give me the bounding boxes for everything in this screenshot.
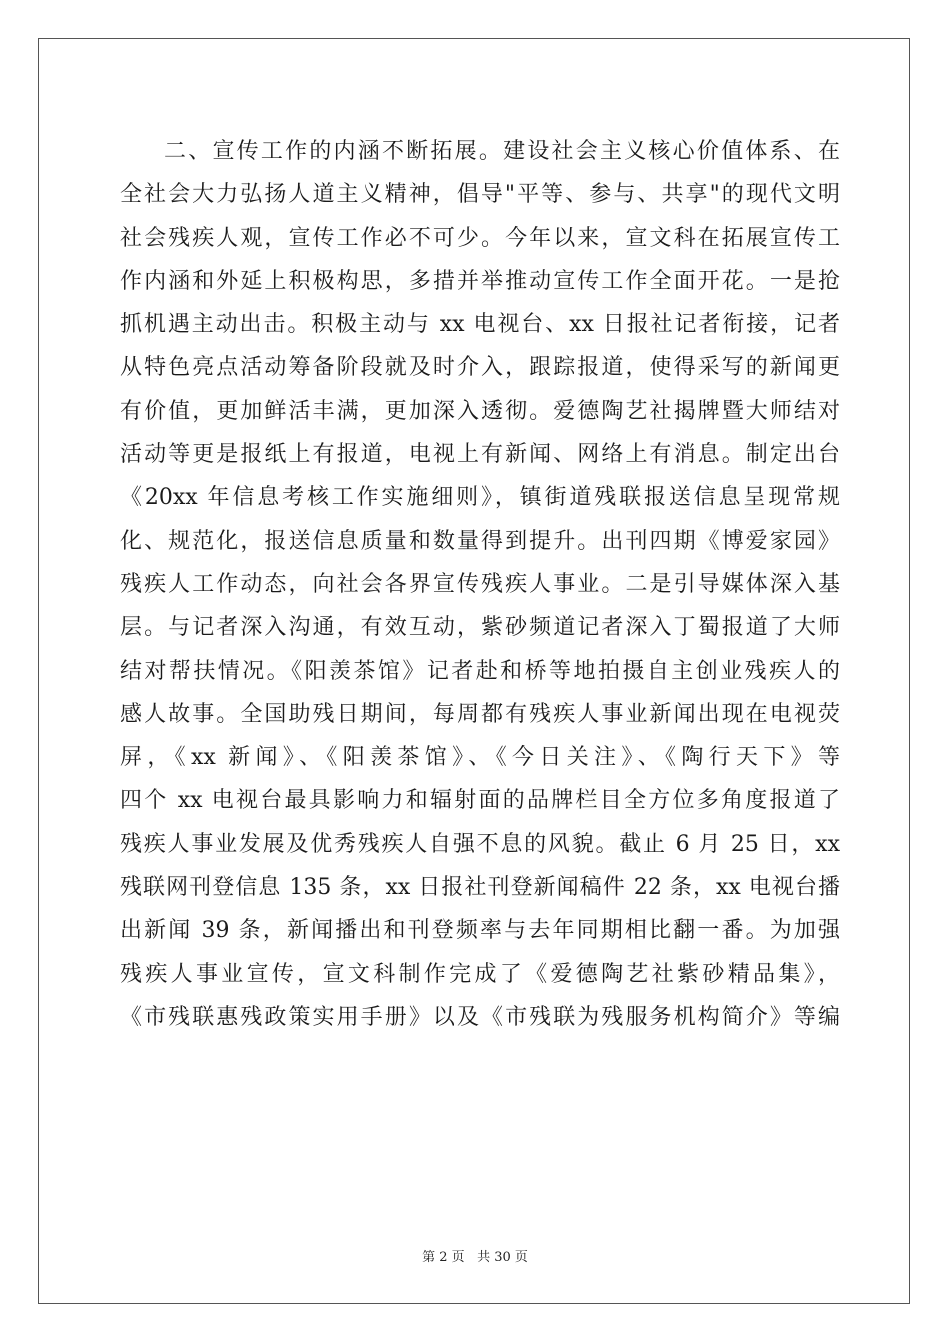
paragraph-line: 抓机遇主动出击。积极主动与 xx 电视台、xx 日报社记者衔接，记者 (120, 312, 840, 338)
paragraph-line: 有价值，更加鲜活丰满，更加深入透彻。爱德陶艺社揭牌暨大师结对 (120, 398, 840, 424)
paragraph-line: 结对帮扶情况。《阳羡茶馆》记者赴和桥等地拍摄自主创业残疾人的 (120, 658, 840, 684)
paragraph-line: 感人故事。全国助残日期间，每周都有残疾人事业新闻出现在电视荧 (120, 701, 840, 727)
paragraph-line: 活动等更是报纸上有报道，电视上有新闻、网络上有消息。制定出台 (120, 442, 840, 468)
paragraph-line: 二、宣传工作的内涵不断拓展。建设社会主义核心价值体系、在 (164, 139, 840, 164)
paragraph-line: 层。与记者深入沟通，有效互动，紫砂频道记者深入丁蜀报道了大师 (120, 615, 840, 641)
page-footer (0, 1249, 950, 1267)
paragraph-line: 全社会大力弘扬人道主义精神，倡导"平等、参与、共享"的现代文明 (120, 182, 840, 208)
document-body (120, 130, 840, 1039)
paragraph-line: 出新闻 39 条，新闻播出和刊登频率与去年同期相比翻一番。为加强 (120, 918, 840, 944)
page-total: 共 30 页 (477, 1250, 528, 1265)
paragraph-line: 作内涵和外延上积极构思，多措并举推动宣传工作全面开花。一是抢 (120, 268, 840, 294)
paragraph-line: 残疾人事业发展及优秀残疾人自强不息的风貌。截止 6 月 25 日，xx (120, 831, 840, 857)
paragraph-line: 四个 xx 电视台最具影响力和辐射面的品牌栏目全方位多角度报道了 (120, 788, 840, 814)
paragraph-line: 残疾人事业宣传，宣文科制作完成了《爱德陶艺社紫砂精品集》， (120, 961, 840, 987)
paragraph-line: 从特色亮点活动筹备阶段就及时介入，跟踪报道，使得采写的新闻更 (120, 355, 840, 381)
paragraph-line: 社会残疾人观，宣传工作必不可少。今年以来，宣文科在拓展宣传工 (120, 225, 840, 251)
paragraph-line: 残疾人工作动态，向社会各界宣传残疾人事业。二是引导媒体深入基 (120, 571, 840, 597)
paragraph-line: 残联网刊登信息 135 条，xx 日报社刊登新闻稿件 22 条，xx 电视台播 (120, 875, 840, 901)
page-number: 第 2 页 (422, 1250, 465, 1265)
paragraph-line: 屏，《xx 新闻》、《阳羡茶馆》、《今日关注》、《陶行天下》等 (120, 745, 840, 771)
paragraph-line: 《20xx 年信息考核工作实施细则》，镇街道残联报送信息呈现常规 (120, 485, 840, 511)
paragraph-line: 化、规范化，报送信息质量和数量得到提升。出刊四期《博爱家园》 (120, 528, 840, 554)
paragraph-line: 《市残联惠残政策实用手册》以及《市残联为残服务机构简介》等编 (120, 1004, 840, 1030)
